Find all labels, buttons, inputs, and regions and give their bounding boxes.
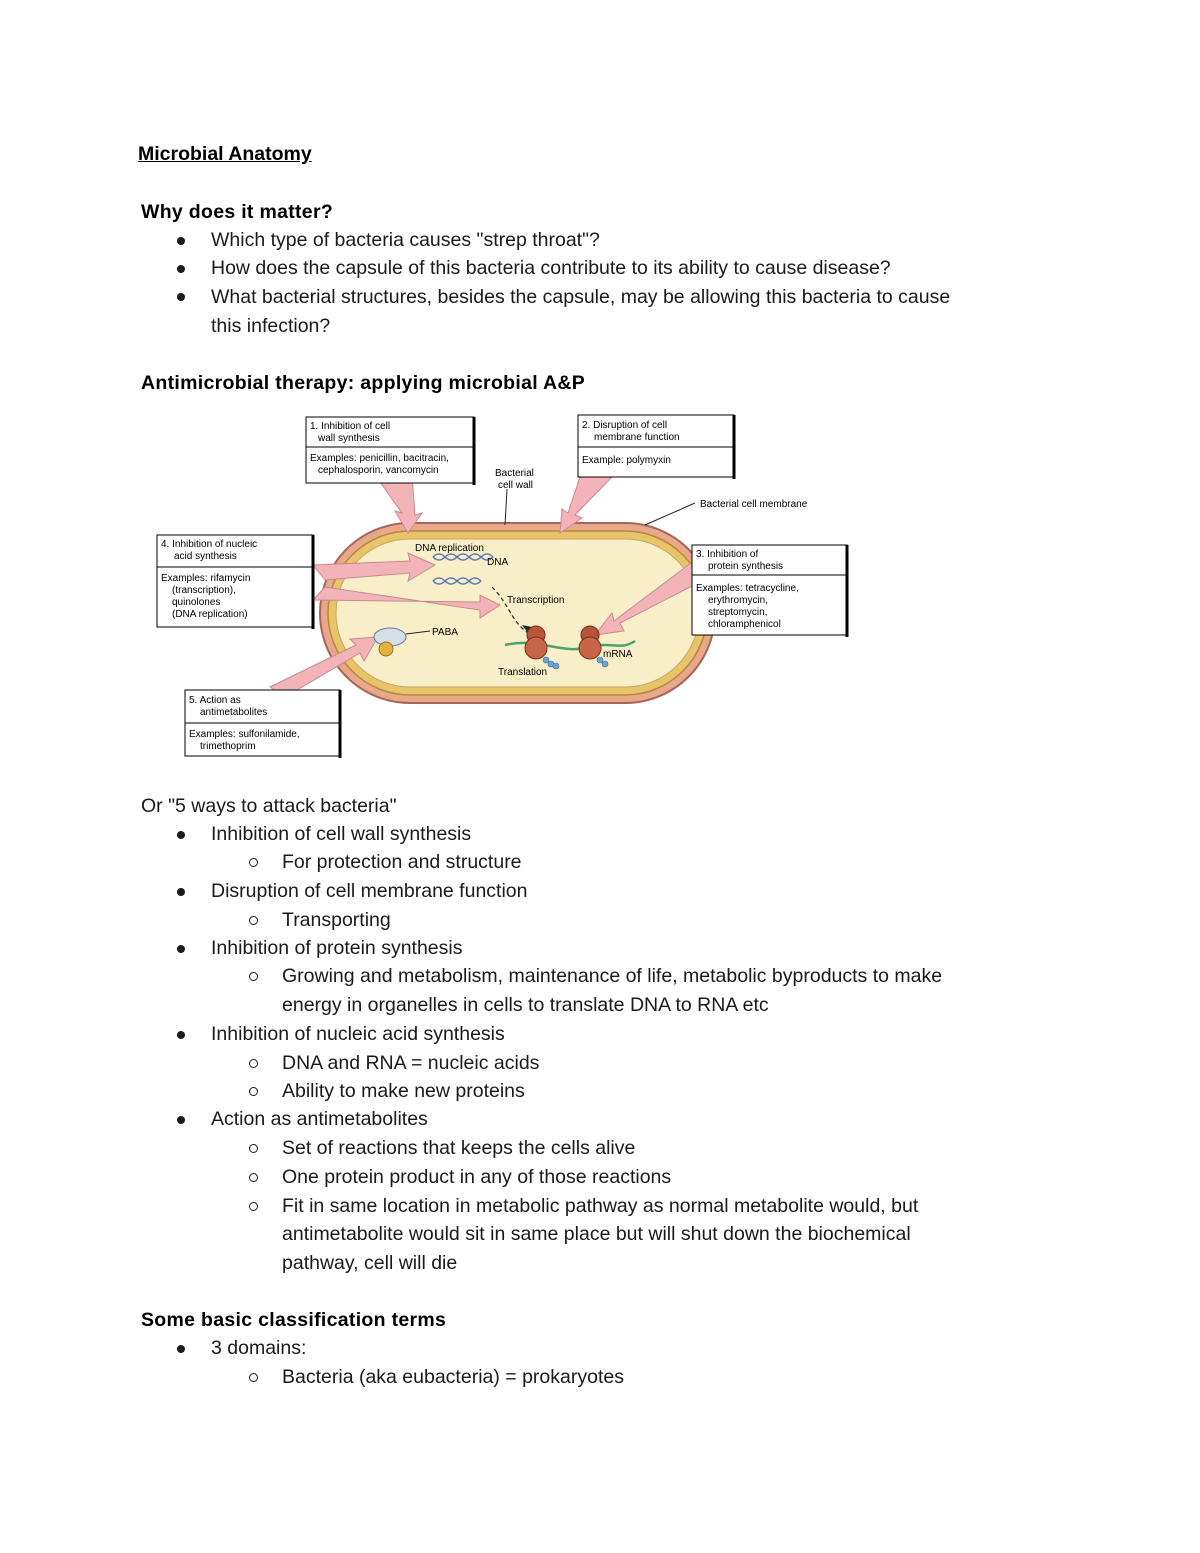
box3-title-2: protein synthesis: [708, 561, 784, 572]
bullet-dot: [177, 293, 185, 301]
sub-bullet-ring: [249, 1173, 258, 1182]
sub-list-item: Fit in same location in metabolic pathway as normal metabolite would, but: [282, 1195, 919, 1217]
bullet-dot: [177, 831, 185, 839]
bullet-dot: [177, 1116, 185, 1124]
sub-bullet-ring: [249, 1373, 258, 1382]
label-bacterial-cell-wall-1: Bacterial: [495, 468, 534, 479]
sub-bullet-ring: [249, 858, 258, 867]
label-transcription: Transcription: [507, 595, 565, 606]
sub-bullet-ring: [249, 972, 258, 981]
sub-bullet-ring: [249, 1087, 258, 1096]
box3-examples-3: streptomycin,: [708, 607, 768, 618]
box3-title-1: 3. Inhibition of: [696, 549, 759, 560]
list-item-continuation: this infection?: [211, 315, 331, 337]
list-item: How does the capsule of this bacteria contribute to its ability to cause disease?: [211, 257, 891, 279]
box1-examples-1: Examples: penicillin, bacitracin,: [310, 453, 449, 464]
box1-examples-2: cephalosporin, vancomycin: [318, 465, 439, 476]
box3-examples-4: chloramphenicol: [708, 619, 781, 630]
ribosome-1: [525, 626, 547, 659]
label-bacterial-cell-wall-2: cell wall: [498, 480, 534, 491]
sub-list-item-continuation: antimetabolite would sit in same place but will shut down the biochemical: [282, 1223, 911, 1245]
list-item: Disruption of cell membrane function: [211, 880, 528, 902]
sub-list-item: Bacteria (aka eubacteria) = prokaryotes: [282, 1366, 624, 1388]
cytoplasm: [336, 539, 699, 687]
list-item: Inhibition of cell wall synthesis: [211, 823, 472, 845]
sub-bullet-ring: [249, 1144, 258, 1153]
box4-examples-3: quinolones: [172, 597, 221, 608]
sub-list-item-continuation: energy in organelles in cells to translate DNA to RNA etc: [282, 994, 769, 1016]
box-protein-synthesis: [692, 545, 847, 637]
sub-list-item: One protein product in any of those reactions: [282, 1166, 672, 1188]
bullet-dot: [177, 237, 185, 245]
label-paba: PABA: [432, 627, 458, 638]
box5-examples-1: Examples: sulfonilamide,: [189, 729, 300, 740]
box4-examples-1: Examples: rifamycin: [161, 573, 251, 584]
section-heading-antimicrobial: Antimicrobial therapy: applying microbial A&P: [141, 372, 586, 394]
box1-title-2: wall synthesis: [318, 433, 380, 444]
list-intro: Or "5 ways to attack bacteria": [141, 795, 397, 817]
bullet-dot: [177, 1031, 185, 1039]
sub-list-item: For protection and structure: [282, 851, 522, 873]
sub-bullet-ring: [249, 1059, 258, 1068]
box3-examples-1: Examples: tetracycline,: [696, 583, 799, 594]
section-heading-classification: Some basic classification terms: [141, 1309, 447, 1331]
box5-examples-2: trimethoprim: [200, 741, 256, 752]
bullet-dot: [177, 888, 185, 896]
box2-title-2: membrane function: [594, 432, 680, 443]
section-heading-why: Why does it matter?: [141, 201, 334, 223]
box1-title-1: 1. Inhibition of cell: [310, 421, 391, 432]
list-item: Action as antimetabolites: [211, 1108, 428, 1130]
box5-title-2: antimetabolites: [200, 707, 268, 718]
bullet-dot: [177, 1345, 185, 1353]
label-dna-replication: DNA replication: [415, 543, 484, 554]
sub-list-item: Transporting: [282, 909, 391, 931]
list-item: What bacterial structures, besides the capsule, may be allowing this bacteria to cause: [211, 286, 951, 308]
box4-examples-2: (transcription),: [172, 585, 236, 596]
sub-list-item-continuation: pathway, cell will die: [282, 1252, 458, 1274]
list-item: Which type of bacteria causes "strep throat"?: [211, 229, 600, 251]
box4-examples-4: (DNA replication): [172, 609, 248, 620]
list-item: Inhibition of nucleic acid synthesis: [211, 1023, 505, 1045]
box2-examples-1: Example: polymyxin: [582, 455, 671, 466]
box4-title-2: acid synthesis: [174, 551, 237, 562]
label-translation: Translation: [498, 667, 548, 678]
box-antimetabolites: [185, 690, 340, 758]
sub-list-item: DNA and RNA = nucleic acids: [282, 1052, 540, 1074]
list-item: Inhibition of protein synthesis: [211, 937, 463, 959]
sub-list-item: Set of reactions that keeps the cells alive: [282, 1137, 636, 1159]
box3-examples-2: erythromycin,: [708, 595, 769, 606]
box4-title-1: 4. Inhibition of nucleic: [161, 539, 258, 550]
bullet-dot: [177, 945, 185, 953]
box-nucleic-acid-synthesis: [157, 535, 313, 629]
box2-title-1: 2. Disruption of cell: [582, 420, 668, 431]
ribosome-2: [579, 626, 601, 659]
box-cell-wall-synthesis: [306, 417, 474, 485]
label-mrna: mRNA: [603, 649, 633, 660]
sub-list-item: Ability to make new proteins: [282, 1080, 525, 1102]
box5-title-1: 5. Action as: [189, 695, 241, 706]
label-dna: DNA: [487, 557, 509, 568]
sub-bullet-ring: [249, 1202, 258, 1211]
box-cell-membrane-function: [578, 415, 734, 479]
sub-list-item: Growing and metabolism, maintenance of life, metabolic byproducts to make: [282, 965, 943, 987]
list-item: 3 domains:: [211, 1337, 307, 1359]
document-title: Microbial Anatomy: [138, 143, 312, 165]
bullet-dot: [177, 265, 185, 273]
sub-bullet-ring: [249, 916, 258, 925]
antimicrobial-targets-diagram: [150, 405, 860, 765]
label-bacterial-cell-membrane: Bacterial cell membrane: [700, 499, 808, 510]
